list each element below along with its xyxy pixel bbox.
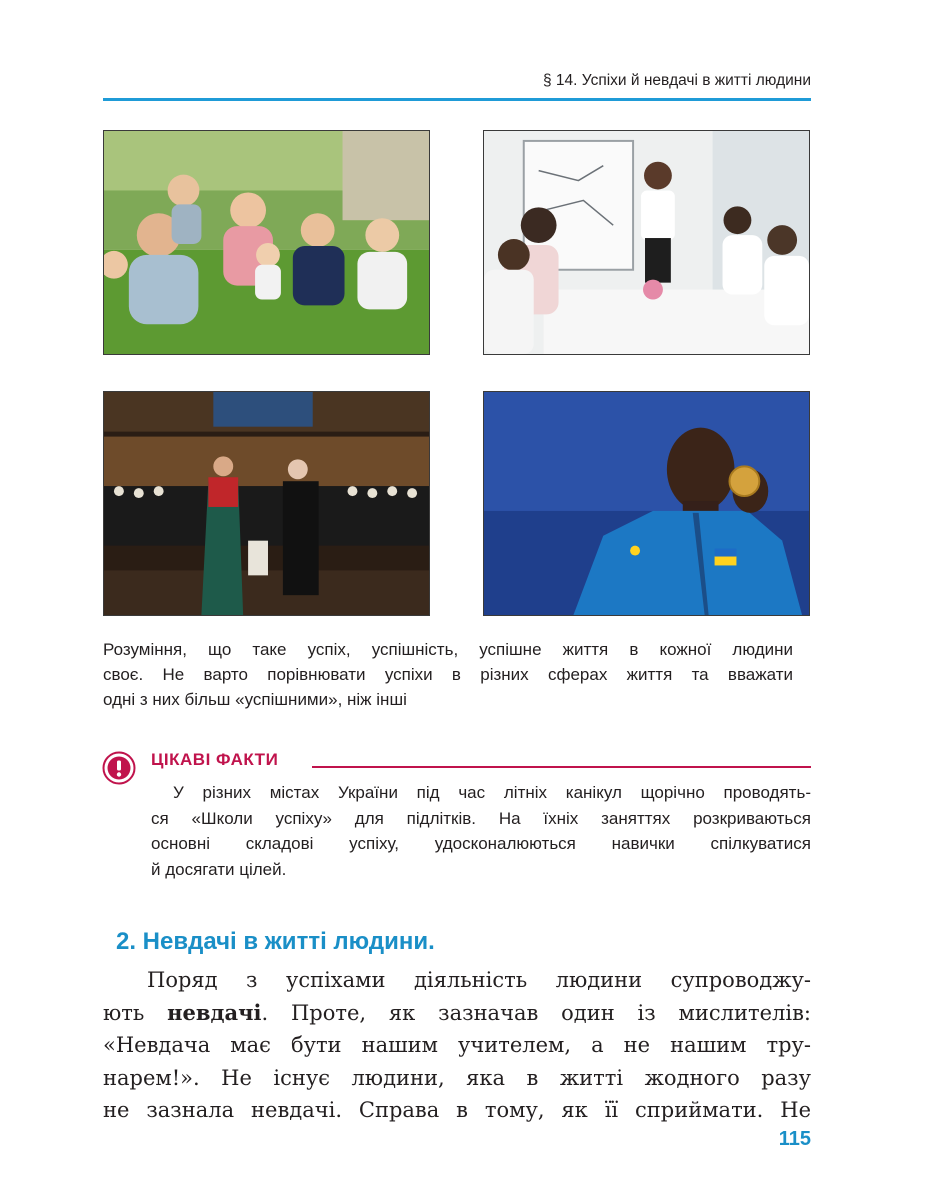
header-rule [103, 98, 811, 101]
athlete-medal-photo [483, 391, 810, 616]
body-text-fragment: . Проте, як зазначав один із мислителів: [261, 1000, 811, 1025]
business-meeting-photo [483, 130, 810, 355]
running-title: § 14. Успіхи й невдачі в житті людини [542, 72, 811, 89]
facts-title: ЦІКАВІ ФАКТИ [151, 750, 279, 769]
award-ceremony-photo [103, 391, 430, 616]
facts-line: У різних містах України під час літніх канікул щорічно проводять- [173, 783, 811, 802]
body-line: «Невдача має бути нашим учителем, а не нашим тру- [103, 1033, 811, 1057]
page-number: 115 [778, 1128, 811, 1150]
caption-line: одні з них більш «успішними», ніж інші [103, 690, 407, 709]
caption-line: Розуміння, що таке успіх, успішність, успішне життя в кожної людини [103, 640, 793, 659]
body-paragraph [103, 964, 811, 1127]
exclamation-icon [102, 751, 136, 785]
facts-text [151, 780, 811, 882]
body-line [103, 997, 811, 1030]
body-line: не зазнала невдачі. Справа в тому, як її сприймати. Не [103, 1098, 811, 1122]
family-photo [103, 130, 430, 355]
facts-rule [312, 766, 811, 768]
photo-caption [103, 637, 793, 712]
facts-line: основні складові успіху, удосконалюються навички спілкуватися [151, 834, 811, 853]
body-line: Поряд з успіхами діяльність людини супроводжу- [147, 968, 811, 992]
facts-line: ся «Школи успіху» для підлітків. На їхніх заняттях розкриваються [151, 808, 811, 828]
bold-term: невдачі [167, 999, 262, 1025]
section-heading: 2. Невдачі в житті людини. [116, 928, 435, 955]
body-text-fragment: ють [103, 1000, 168, 1025]
body-line: нарем!». Не існує людини, яка в житті жодного разу [103, 1065, 811, 1090]
caption-line: своє. Не варто порівнювати успіхи в різних сферах життя та вважати [103, 665, 793, 684]
facts-line: й досягати цілей. [151, 859, 287, 879]
